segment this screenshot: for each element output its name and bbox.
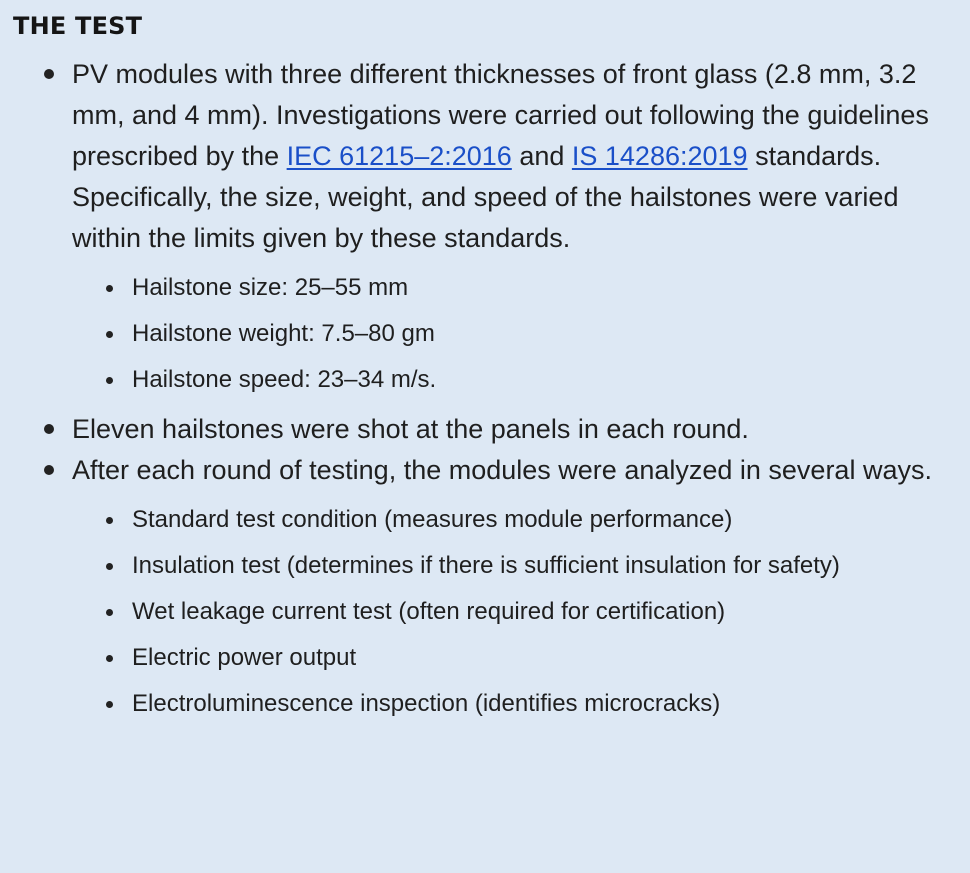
item-text: and — [511, 141, 572, 171]
list-item-glass-thickness — [0, 54, 970, 403]
analysis-methods-list — [72, 497, 952, 727]
list-item-eleven-hailstones — [0, 409, 970, 450]
list-item-analysis — [0, 450, 970, 727]
subitem-text: Electric power output — [132, 644, 357, 671]
bullet-icon — [106, 655, 113, 662]
section-heading: THE TEST — [13, 12, 143, 40]
subitem-text: Hailstone weight: 7.5–80 gm — [132, 320, 435, 347]
bullet-icon — [44, 424, 54, 434]
list-item-hailstone-speed — [72, 357, 970, 403]
subitem-text: Hailstone speed: 23–34 m/s. — [132, 366, 437, 393]
item-text: standards. Specifically, the size, weight, and speed of the hailstones were varied within the limits given by these standards. — [72, 141, 899, 253]
subitem-text: Hailstone size: 25–55 mm — [132, 274, 409, 301]
subitem-text: Wet leakage current test (often required for certification) — [132, 598, 726, 625]
list-item-insulation-test — [72, 543, 970, 589]
hailstone-limits-list — [72, 265, 952, 403]
item-text: Eleven hailstones were shot at the panels in each round. — [72, 414, 749, 444]
item-text: PV modules with three different thicknesses of front glass (2.8 mm, 3.2 mm, and 4 mm). Investigations were carried out following the guidelines prescribed by the — [72, 59, 929, 171]
main-list — [0, 54, 970, 733]
list-item-power-output — [72, 635, 970, 681]
bullet-icon — [106, 701, 113, 708]
subitem-text: Standard test condition (measures module performance) — [132, 506, 733, 533]
list-item-standard-test — [72, 497, 970, 543]
bullet-icon — [106, 285, 113, 292]
subitem-text: Insulation test (determines if there is sufficient insulation for safety) — [132, 552, 840, 579]
is-standard-link[interactable]: IS 14286:2019 — [571, 141, 748, 171]
item-text: After each round of testing, the modules were analyzed in several ways. — [72, 455, 932, 485]
bullet-icon — [106, 331, 113, 338]
bullet-icon — [106, 377, 113, 384]
list-item-hailstone-size — [72, 265, 970, 311]
list-item-electroluminescence — [72, 681, 970, 727]
iec-standard-link[interactable]: IEC 61215–2:2016 — [286, 141, 512, 171]
list-item-hailstone-weight — [72, 311, 970, 357]
list-item-wet-leakage — [72, 589, 970, 635]
bullet-icon — [106, 609, 113, 616]
subitem-text: Electroluminescence inspection (identifies microcracks) — [132, 690, 721, 717]
bullet-icon — [106, 563, 113, 570]
bullet-icon — [106, 517, 113, 524]
bullet-icon — [44, 69, 54, 79]
bullet-icon — [44, 465, 54, 475]
